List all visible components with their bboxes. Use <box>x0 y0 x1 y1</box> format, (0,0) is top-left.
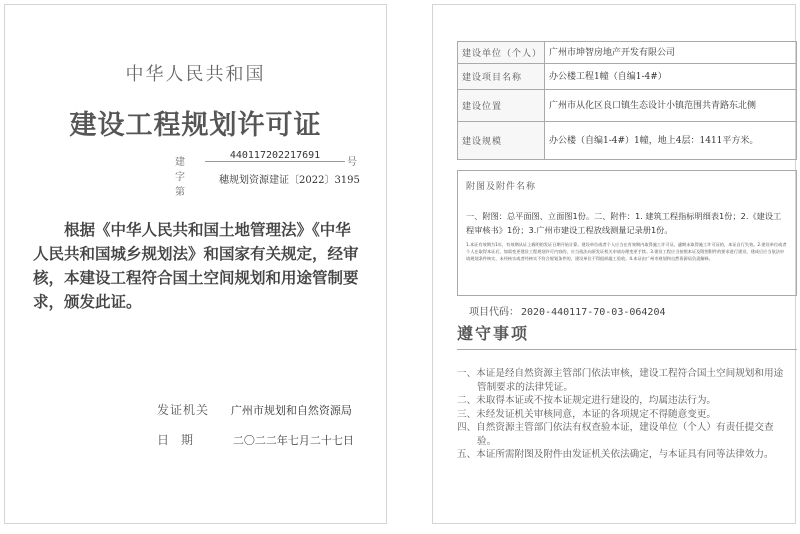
row-value: 办公楼工程1幢（自编1-4#） <box>545 64 797 90</box>
list-item: 三、未经发证机关审核同意，本证的各项规定不得随意变更。 <box>457 408 717 420</box>
row-key: 建设项目名称 <box>458 64 545 90</box>
certificate-detail-page <box>432 4 796 524</box>
row-key: 建设单位（个人） <box>458 42 545 64</box>
project-info-table <box>457 41 797 160</box>
date-row <box>157 431 354 448</box>
table-row <box>458 42 797 64</box>
number-prefix: 建字第 <box>175 157 185 198</box>
list-item: 五、本证所需附图及附件由发证机关依法确定，与本证具有同等法律效力。 <box>457 449 774 460</box>
issuer-value: 广州市规划和自然资源局 <box>230 404 352 417</box>
row-value: 广州市坤智房地产开发有限公司 <box>545 42 797 64</box>
date-value: 二〇二二年七月二十七日 <box>232 434 354 447</box>
project-code-value: 2020-440117-70-03-064204 <box>521 307 666 318</box>
table-row <box>458 64 797 90</box>
annex-heading: 附图及附件名称 <box>466 182 537 192</box>
certificate-title: 建设工程规划许可证 <box>69 110 322 141</box>
date-label: 日期 <box>157 433 206 447</box>
list-item: 四、自然资源主管部门依法有权查验本证，建设单位（个人）有责任提交查验。 <box>457 422 774 447</box>
annex-list: 一、附图：总平面图、立面图1份。二、附件：1. 建筑工程指标明细表1份；2.《建设工程审核书》1份；3.广州市建设工程放线测量记录册1份。 <box>466 211 782 235</box>
number-value: 440117202217691 <box>205 150 345 162</box>
list-item: 一、本证是经自然资源主管部门依法审核，建设工程符合国土空间规划和用途管制要求的法律凭证。 <box>457 368 784 393</box>
project-code-label: 项目代码： <box>469 307 519 318</box>
rules-list <box>457 367 792 462</box>
issuer-row <box>157 401 352 418</box>
rules-divider <box>457 349 797 350</box>
annex-box <box>457 170 797 296</box>
table-row <box>458 122 797 160</box>
row-value: 办公楼（自编1-4#）1幢，地上4层：1411平方米。 <box>545 122 797 160</box>
project-code <box>469 303 666 318</box>
country-name: 中华人民共和国 <box>125 64 266 85</box>
row-value: 广州市从化区良口镇生态设计小镇范围共青路东北侧 <box>545 90 797 122</box>
row-key: 建设位置 <box>458 90 545 122</box>
number-suffix: 号 <box>347 157 357 168</box>
certificate-statement: 根据《中华人民共和国土地管理法》《中华人民共和国城乡规划法》和国家有关规定，经审核，本建设工程符合国土空间规划和用途管制要求，颁发此证。 <box>33 221 359 311</box>
rules-title: 遵守事项 <box>457 324 530 343</box>
table-row <box>458 90 797 122</box>
issuer-label: 发证机关 <box>157 403 210 417</box>
annex-fine-print: 1.本证有效期为1年，有效期从证上载明的发证日期开始计算。建设单位或者个人应当在有效期内取得施工许可证，逾期未取得施工许可证的，本证自行失效。2.建设单位或者个人在取得本证后，如需变更建设工程规划许可内容的，应当依法向原发证机关申请办理变更手续。3.建设工程应当按照本证及附图附件的要求进行建设，建成后应当依法申请规划条件核实，未经核实或者经核实不符合规划条件的，建设单位不得组织竣工验收。4.本证由广州市规划和自然资源局负责解释。 <box>466 242 787 261</box>
sub-certificate-number: 穗规划资源建证〔2022〕3195 <box>219 175 360 186</box>
list-item: 二、未取得本证或不按本证规定进行建设的，均属违法行为。 <box>457 395 717 406</box>
row-key: 建设规模 <box>458 122 545 160</box>
certificate-cover-page <box>4 4 387 524</box>
